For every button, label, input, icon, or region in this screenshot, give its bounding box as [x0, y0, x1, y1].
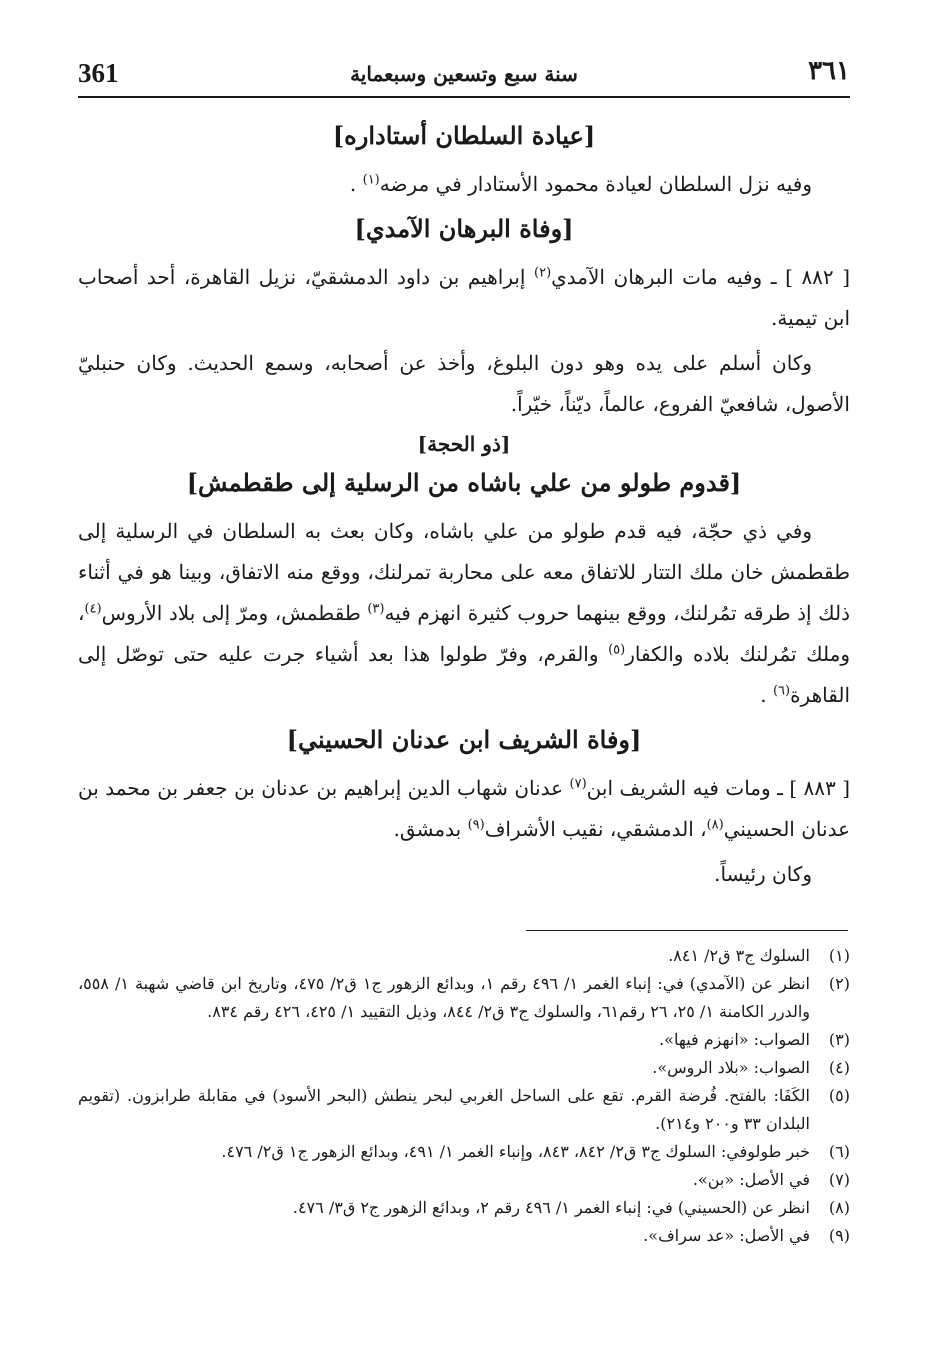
footnote — [78, 1082, 850, 1138]
footnote-number: (٦) — [828, 1142, 850, 1161]
footnote-number: (٧) — [828, 1170, 850, 1189]
footnote-number: (٢) — [828, 974, 850, 993]
footnote — [78, 1026, 850, 1054]
footnote — [78, 1194, 850, 1222]
footnote-ref: (٩) — [467, 817, 485, 833]
footnote — [78, 970, 850, 1026]
page-header — [78, 56, 850, 94]
section-heading-sharif-death: [وفاة الشريف ابن عدنان الحسيني] — [286, 725, 642, 754]
paragraph: وكان رئيساً. — [714, 862, 812, 886]
footnote-ref: (٥) — [608, 642, 626, 658]
footnote-rule — [526, 930, 848, 931]
footnote-text: السلوك ج٣ ق٢/ ٨٤١. — [668, 946, 810, 965]
footnote-number: (٩) — [828, 1226, 850, 1245]
page-number-latin: 361 — [78, 58, 119, 88]
footnote-number: (٤) — [828, 1058, 850, 1077]
running-title: سنة سبع وتسعين وسبعماية — [350, 62, 578, 86]
footnote-ref: (٣) — [367, 601, 385, 617]
footnote-number: (٨) — [828, 1198, 850, 1217]
footnote-text: خبر طولوفي: السلوك ج٣ ق٢/ ٨٤٢، ٨٤٣، وإنباء الغمر ١/ ٤٩١، وبدائع الزهور ج١ ق٢/ ٤٧٦. — [221, 1142, 810, 1161]
footnote — [78, 1222, 850, 1250]
paragraph: وكان أسلم على يده وهو دون البلوغ، وأخذ عن أصحابه، وسمع الحديث. وكان حنبليّ الأصول، شافعيّ الفروع، عالماً، ديّناً، خيّراً. — [78, 351, 850, 416]
footnote-ref: (٨) — [706, 817, 724, 833]
paragraph: وفي ذي حجّة، فيه قدم طولو من علي باشاه، وكان بعث به السلطان في الرسلية إلى طقطمش خان ملك التتار للاتفاق معه على محاربة تمرلنك، ووقع منه الاتفاق، وبينا هو في أثناء ذلك إذ طرقه تمُرلنك، ووقع بينهما حروب كثيرة انهزم فيه$^{(٣)}$ طقطمش، ومرّ إلى بلاد الأروس$^{(٤)}$، وملك تمُرلنك بلاده والكفار$^{(٥)}$ والقرم، وفرّ طولوا هذا بعد أشياء جرت عليه حتى توصّل إلى القاهرة$^{(٦)}$ . — [78, 519, 850, 707]
footnote-ref: (٧) — [569, 776, 587, 792]
footnotes — [78, 942, 850, 1250]
footnote-text: انظر عن (الحسيني) في: إنباء الغمر ١/ ٤٩٦ رقم ٢، وبدائع الزهور ج٢ ق٣/ ٤٧٦. — [292, 1198, 810, 1217]
section-heading-sultan-visit: [عيادة السلطان أستاداره] — [332, 121, 596, 150]
footnote-text: في الأصل: «عد سراف». — [643, 1226, 810, 1245]
footnote-ref: (١) — [362, 172, 380, 188]
footnote — [78, 1166, 850, 1194]
footnote-text: الصواب: «انهزم فيها». — [659, 1030, 810, 1049]
month-heading: [ذو الحجة] — [417, 432, 511, 456]
footnote-text: الصواب: «بلاد الروس». — [652, 1058, 810, 1077]
footnote-ref: (٤) — [84, 601, 102, 617]
paragraph: وفيه نزل السلطان لعيادة محمود الأستادار في مرضه$^{(١)}$ . — [349, 172, 812, 196]
footnote-text: انظر عن (الآمدي) في: إنباء الغمر ١/ ٤٩٦ رقم ١، وبدائع الزهور ج١ ق٢/ ٤٧٥، وتاريخ ابن قاضي شهبة ١/ ٥٥٨، والدرر الكامنة ١/ ٢٥، ٢٦ رقم٦١، والسلوك ج٣ ق٢/ ٨٤٤، وذيل التقييد ١/ ٤٢٥، ٤٢٦ رقم ٨٣٤. — [78, 974, 810, 1021]
footnote-number: (٣) — [828, 1030, 850, 1049]
paragraph: [ ٨٨٢ ] ـ وفيه مات البرهان الآمدي$^{(٢)}$ إبراهيم بن داود الدمشقيّ، نزيل القاهرة، أحد أصحاب ابن تيمية. — [78, 265, 850, 330]
footnote-text: في الأصل: «بن». — [692, 1170, 810, 1189]
page-number-arabic: ٣٦١ — [808, 56, 850, 86]
section-heading-amidi-death: [وفاة البرهان الآمدي] — [354, 214, 574, 243]
paragraph: [ ٨٨٣ ] ـ ومات فيه الشريف ابن$^{(٧)}$ عدنان شهاب الدين إبراهيم بن عدنان بن جعفر بن محمد بن عدنان الحسيني$^{(٨)}$، الدمشقي، نقيب الأشراف$^{(٩)}$ بدمشق. — [78, 776, 850, 841]
header-rule — [78, 96, 850, 98]
section-heading-tulu-arrival: [قدوم طولو من علي باشاه من الرسلية إلى طقطمش] — [186, 468, 742, 497]
footnote-ref: (٦) — [772, 683, 791, 699]
main-text — [78, 112, 850, 899]
footnote — [78, 942, 850, 970]
footnote-number: (٥) — [828, 1086, 850, 1105]
footnote — [78, 1138, 850, 1166]
footnote — [78, 1054, 850, 1082]
footnote-number: (١) — [828, 946, 850, 965]
footnote-text: الكَفَا: بالفتح. فُرضة القرم. تقع على الساحل الغربي لبحر ينطش (البحر الأسود) في مقابلة طرابزون. (تقويم البلدان ٣٣ و٢٠٠ و٢١٤). — [78, 1086, 810, 1133]
footnote-ref: (٢) — [534, 265, 552, 281]
